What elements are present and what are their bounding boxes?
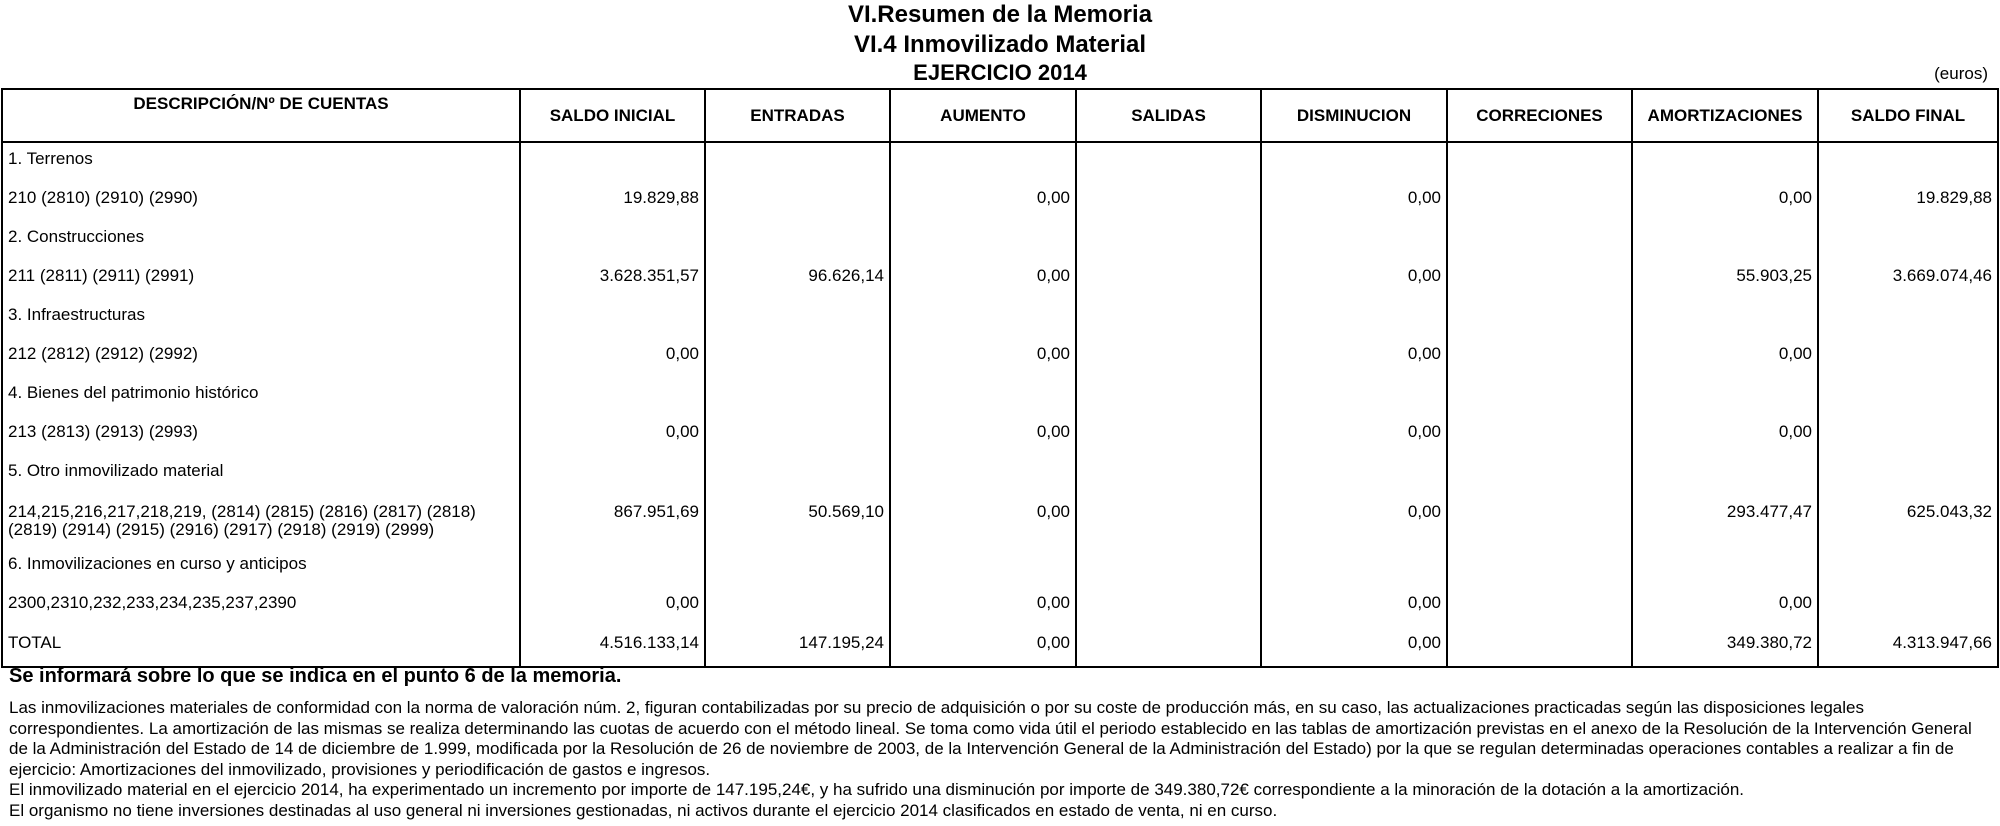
- value-cell: 0,00: [1261, 626, 1447, 667]
- value-cell: 4.516.133,14: [520, 626, 705, 667]
- value-cell: 0,00: [1261, 416, 1447, 455]
- report-title: VI.Resumen de la Memoria: [847, 1, 1153, 28]
- category-row: [2, 455, 1998, 494]
- account-row: [2, 494, 1998, 548]
- column-header: SALDO INICIAL: [520, 89, 705, 142]
- row-description-cell: 212 (2812) (2912) (2992): [2, 338, 520, 377]
- value-cell: [1076, 455, 1261, 494]
- category-row: [2, 299, 1998, 338]
- value-cell: 0,00: [890, 260, 1076, 299]
- value-cell: [1261, 221, 1447, 260]
- value-cell: [705, 299, 890, 338]
- fixed-assets-table: [1, 88, 1999, 668]
- value-cell: [1076, 416, 1261, 455]
- value-cell: 0,00: [520, 338, 705, 377]
- value-cell: [1818, 142, 1998, 182]
- value-cell: [1818, 338, 1998, 377]
- value-cell: [1076, 377, 1261, 416]
- value-cell: 0,00: [890, 182, 1076, 221]
- value-cell: 867.951,69: [520, 494, 705, 548]
- fiscal-year-title: EJERCICIO 2014: [913, 60, 1087, 85]
- value-cell: [890, 455, 1076, 494]
- row-description-cell: 6. Inmovilizaciones en curso y anticipos: [2, 548, 520, 587]
- value-cell: [1076, 221, 1261, 260]
- value-cell: [1447, 455, 1632, 494]
- column-header: AUMENTO: [890, 89, 1076, 142]
- value-cell: [1818, 299, 1998, 338]
- value-cell: [705, 142, 890, 182]
- value-cell: [1076, 494, 1261, 548]
- value-cell: [1818, 221, 1998, 260]
- value-cell: 4.313.947,66: [1818, 626, 1998, 667]
- value-cell: [890, 221, 1076, 260]
- value-cell: [520, 299, 705, 338]
- row-description-cell: 1. Terrenos: [2, 142, 520, 182]
- value-cell: 50.569,10: [705, 494, 890, 548]
- value-cell: [705, 338, 890, 377]
- notes-paragraph: El inmovilizado material en el ejercicio 2014, ha experimentado un incremento por importe de 147.195,24€, y ha sufrido una disminución por importe de 349.380,72€ correspondiente a la minoración de la dotación a la amortización.: [9, 780, 1745, 799]
- value-cell: [520, 377, 705, 416]
- value-cell: [1447, 548, 1632, 587]
- value-cell: [520, 455, 705, 494]
- value-cell: [1447, 260, 1632, 299]
- column-header: AMORTIZACIONES: [1632, 89, 1818, 142]
- row-description-cell: 3. Infraestructuras: [2, 299, 520, 338]
- value-cell: [890, 299, 1076, 338]
- value-cell: [1447, 377, 1632, 416]
- value-cell: [1632, 142, 1818, 182]
- value-cell: [1447, 221, 1632, 260]
- currency-units-label: (euros): [1934, 64, 1988, 83]
- column-header: CORRECIONES: [1447, 89, 1632, 142]
- value-cell: [705, 455, 890, 494]
- category-row: [2, 377, 1998, 416]
- value-cell: [1447, 338, 1632, 377]
- value-cell: 0,00: [1632, 416, 1818, 455]
- account-row: [2, 260, 1998, 299]
- value-cell: [705, 182, 890, 221]
- value-cell: 349.380,72: [1632, 626, 1818, 667]
- value-cell: 0,00: [1632, 338, 1818, 377]
- table-body: [2, 142, 1998, 667]
- value-cell: [520, 221, 705, 260]
- value-cell: [1632, 221, 1818, 260]
- notes-section: [9, 664, 1989, 821]
- value-cell: [890, 377, 1076, 416]
- category-row: [2, 142, 1998, 182]
- row-description-cell: 4. Bienes del patrimonio histórico: [2, 377, 520, 416]
- value-cell: [1447, 299, 1632, 338]
- value-cell: 0,00: [1261, 587, 1447, 626]
- value-cell: [1076, 548, 1261, 587]
- notes-paragraph: El organismo no tiene inversiones destinadas al uso general ni inversiones gestionadas, ni activos durante el ejercicio 2014 clasificados en estado de venta, ni en curso.: [9, 800, 1278, 820]
- row-description-cell: 210 (2810) (2910) (2990): [2, 182, 520, 221]
- value-cell: [1447, 587, 1632, 626]
- value-cell: 0,00: [1632, 587, 1818, 626]
- value-cell: [1261, 455, 1447, 494]
- value-cell: [1818, 455, 1998, 494]
- value-cell: [1632, 377, 1818, 416]
- value-cell: 0,00: [1632, 182, 1818, 221]
- value-cell: 0,00: [1261, 182, 1447, 221]
- value-cell: [1447, 142, 1632, 182]
- value-cell: 3.628.351,57: [520, 260, 705, 299]
- value-cell: [1818, 548, 1998, 587]
- value-cell: [1076, 338, 1261, 377]
- value-cell: [1076, 142, 1261, 182]
- value-cell: [1632, 548, 1818, 587]
- value-cell: [890, 142, 1076, 182]
- column-header: ENTRADAS: [705, 89, 890, 142]
- category-row: [2, 548, 1998, 587]
- total-row: [2, 626, 1998, 667]
- value-cell: [1261, 377, 1447, 416]
- value-cell: 0,00: [520, 416, 705, 455]
- value-cell: 0,00: [1261, 260, 1447, 299]
- row-description-cell: 214,215,216,217,218,219, (2814) (2815) (2816) (2817) (2818) (2819) (2914) (2915) (2916) (2917) (2918) (2919) (2999): [2, 494, 520, 548]
- account-row: [2, 182, 1998, 221]
- value-cell: 0,00: [1261, 494, 1447, 548]
- value-cell: 625.043,32: [1818, 494, 1998, 548]
- value-cell: 0,00: [890, 494, 1076, 548]
- table-header-row: [2, 89, 1998, 142]
- value-cell: [1076, 260, 1261, 299]
- value-cell: 293.477,47: [1632, 494, 1818, 548]
- value-cell: 0,00: [1261, 338, 1447, 377]
- value-cell: 19.829,88: [1818, 182, 1998, 221]
- value-cell: 147.195,24: [705, 626, 890, 667]
- value-cell: [1076, 626, 1261, 667]
- notes-heading: Se informará sobre lo que se indica en el punto 6 de la memoria.: [9, 665, 622, 687]
- value-cell: [1261, 299, 1447, 338]
- account-row: [2, 338, 1998, 377]
- value-cell: [1261, 142, 1447, 182]
- row-description-cell: 5. Otro inmovilizado material: [2, 455, 520, 494]
- column-header: DESCRIPCIÓN/Nº DE CUENTAS: [2, 89, 520, 142]
- value-cell: [1076, 587, 1261, 626]
- value-cell: 96.626,14: [705, 260, 890, 299]
- value-cell: [1818, 587, 1998, 626]
- value-cell: [1818, 416, 1998, 455]
- value-cell: 0,00: [520, 587, 705, 626]
- value-cell: [705, 221, 890, 260]
- row-description-cell: 2300,2310,232,233,234,235,237,2390: [2, 587, 520, 626]
- value-cell: [705, 377, 890, 416]
- value-cell: [1632, 455, 1818, 494]
- value-cell: 0,00: [890, 626, 1076, 667]
- value-cell: [1632, 299, 1818, 338]
- row-description-cell: TOTAL: [2, 626, 520, 667]
- value-cell: [520, 548, 705, 587]
- value-cell: [890, 548, 1076, 587]
- value-cell: 55.903,25: [1632, 260, 1818, 299]
- value-cell: [1447, 626, 1632, 667]
- value-cell: 0,00: [890, 338, 1076, 377]
- column-header: SALIDAS: [1076, 89, 1261, 142]
- value-cell: [1447, 182, 1632, 221]
- column-header: DISMINUCION: [1261, 89, 1447, 142]
- value-cell: 3.669.074,46: [1818, 260, 1998, 299]
- category-row: [2, 221, 1998, 260]
- account-row: [2, 587, 1998, 626]
- account-row: [2, 416, 1998, 455]
- value-cell: [1447, 494, 1632, 548]
- value-cell: [705, 587, 890, 626]
- notes-paragraph: Las inmovilizaciones materiales de conformidad con la norma de valoración núm. 2, figuran contabilizadas por su precio de adquisición o por su coste de producción más, en su caso, las actualizaciones practicadas según las disposiciones legales correspondientes. La amortización de las mismas se realiza determinando las cuotas de acuerdo con el método lineal. Se toma como vida útil el periodo establecido en las tablas de amortización previstas en el anexo de la Resolución de la Intervención General de la Administración del Estado de 14 de diciembre de 1.999, modificada por la Resolución de 26 de noviembre de 2003, de la Intervención General de la Administración del Estado) por la que se regulan determinadas operaciones contables a realizar a fin de ejercicio: Amortizaciones del inmovilizado, provisiones y periodificación de gastos e ingresos.: [9, 698, 1972, 779]
- value-cell: [705, 548, 890, 587]
- value-cell: 0,00: [890, 587, 1076, 626]
- row-description-cell: 2. Construcciones: [2, 221, 520, 260]
- value-cell: [705, 416, 890, 455]
- section-title: VI.4 Inmovilizado Material: [853, 31, 1147, 58]
- value-cell: [1818, 377, 1998, 416]
- value-cell: [1076, 182, 1261, 221]
- value-cell: [1447, 416, 1632, 455]
- column-header: SALDO FINAL: [1818, 89, 1998, 142]
- value-cell: [1261, 548, 1447, 587]
- row-description-cell: 213 (2813) (2913) (2993): [2, 416, 520, 455]
- row-description-cell: 211 (2811) (2911) (2991): [2, 260, 520, 299]
- value-cell: 19.829,88: [520, 182, 705, 221]
- value-cell: 0,00: [890, 416, 1076, 455]
- value-cell: [520, 142, 705, 182]
- value-cell: [1076, 299, 1261, 338]
